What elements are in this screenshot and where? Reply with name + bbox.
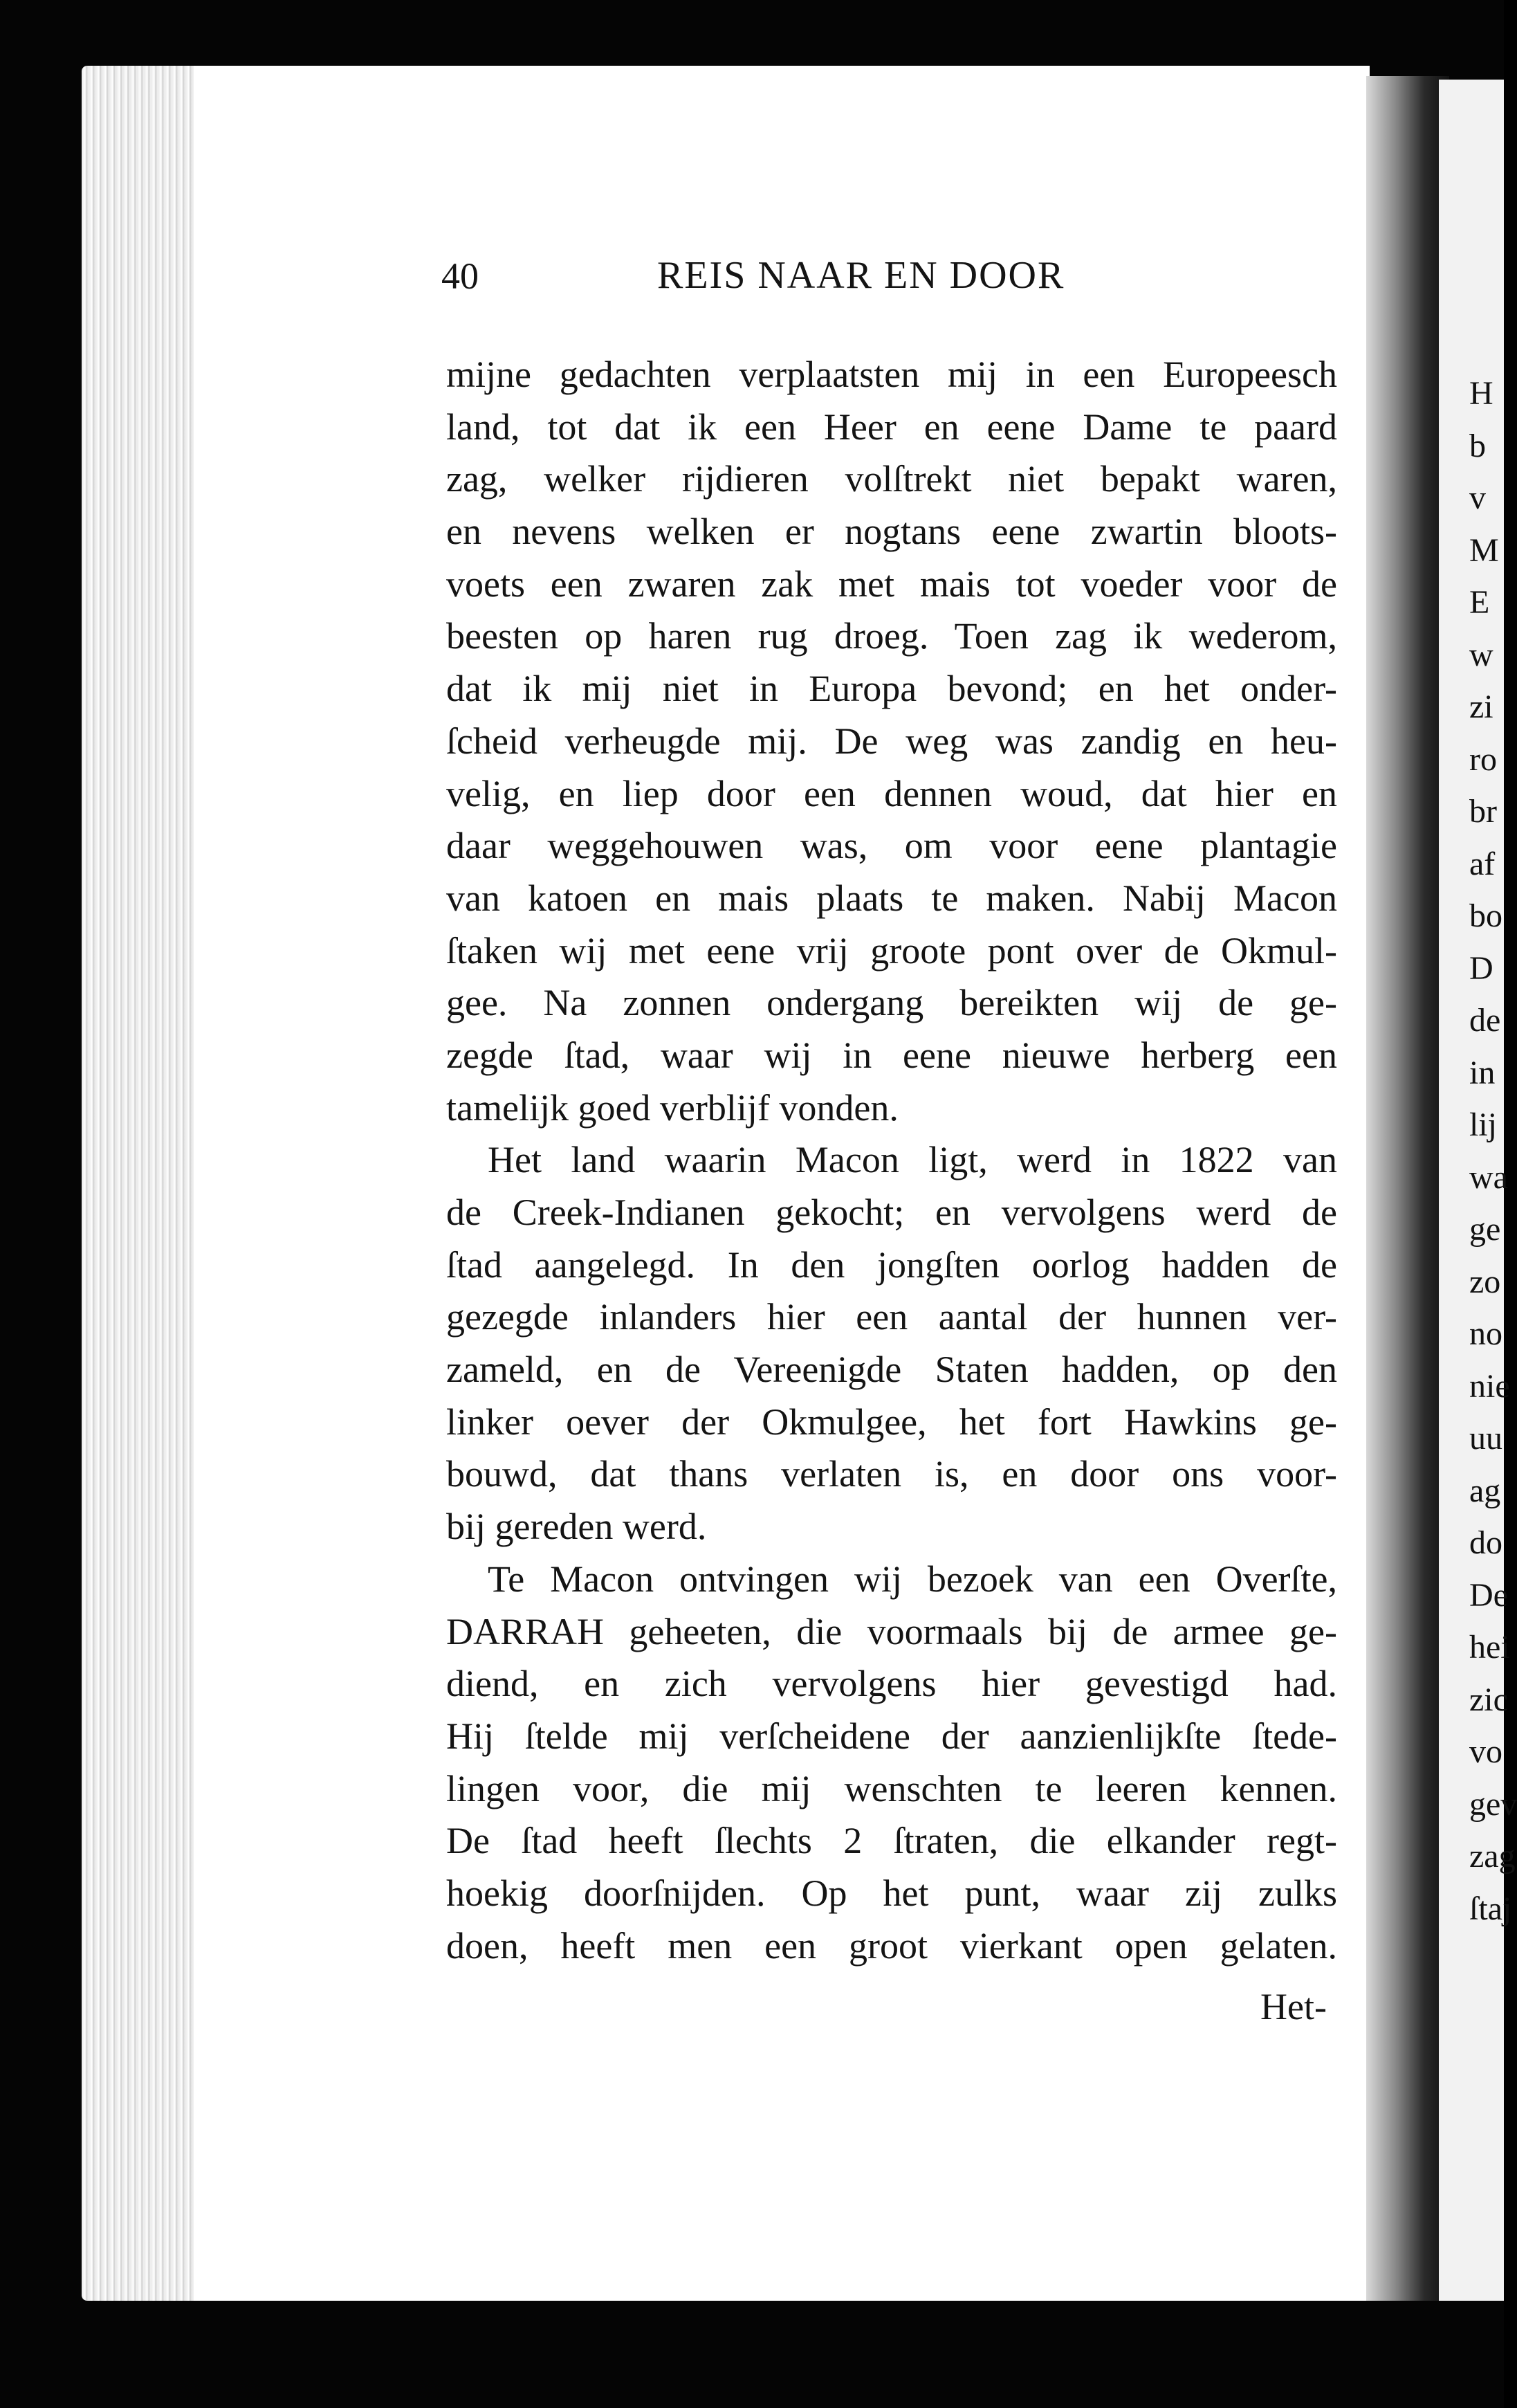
page-number: 40 bbox=[441, 255, 479, 297]
facing-page-fragment: zag bbox=[1469, 1838, 1516, 1875]
text-line: De ſtad heeft ſlechts 2 ſtraten, die elkander regt- bbox=[446, 1820, 1337, 1862]
text-line: beesten op haren rug droeg. Toen zag ik wederom, bbox=[446, 615, 1337, 657]
facing-page-fragment: w bbox=[1469, 636, 1493, 673]
facing-page-fragment: D bbox=[1469, 949, 1493, 987]
facing-page-fragment: af bbox=[1469, 845, 1496, 882]
facing-page-fragment: M bbox=[1469, 531, 1499, 569]
facing-page-fragment: zic bbox=[1469, 1681, 1508, 1718]
body-text bbox=[446, 349, 1337, 1972]
text-line: ſtad aangelegd. In den jongſten oorlog hadden de bbox=[446, 1243, 1337, 1286]
text-line: ſtaken wij met eene vrij groote pont over de Okmul- bbox=[446, 929, 1337, 972]
text-line: gee. Na zonnen ondergang bereikten wij de ge- bbox=[446, 982, 1337, 1024]
facing-page-fragment: do bbox=[1469, 1524, 1502, 1561]
facing-page-fragment: nie bbox=[1469, 1367, 1510, 1405]
facing-page-fragment: E bbox=[1469, 584, 1490, 621]
text-line: hoekig doorſnijden. Op het punt, waar zij zulks bbox=[446, 1872, 1337, 1914]
text-line: doen, heeft men een groot vierkant open gelaten. bbox=[446, 1924, 1337, 1967]
text-line: bouwd, dat thans verlaten is, en door ons voor- bbox=[446, 1453, 1337, 1495]
facing-page-fragment: ge bbox=[1469, 1211, 1501, 1248]
text-line: en nevens welken er nogtans eene zwartin bloots- bbox=[446, 511, 1337, 553]
facing-page-fragment: zo bbox=[1469, 1263, 1501, 1300]
book-page-edges bbox=[82, 66, 199, 2301]
text-line: land, tot dat ik een Heer en eene Dame te paard bbox=[446, 405, 1337, 448]
text-line: Hij ſtelde mij verſcheidene der aanzienlijkſte ſtede- bbox=[446, 1715, 1337, 1757]
text-line: Te Macon ontvingen wij bezoek van een Overſte, bbox=[488, 1558, 1337, 1600]
facing-page-fragment: b bbox=[1469, 427, 1486, 464]
facing-page-fragment: H bbox=[1469, 375, 1493, 412]
text-line: linker oever der Okmulgee, het fort Hawkins ge- bbox=[446, 1401, 1337, 1443]
facing-page-fragment: wa bbox=[1469, 1158, 1508, 1196]
facing-page-fragment: ag bbox=[1469, 1472, 1501, 1509]
text-line: ſcheid verheugde mij. De weg was zandig en heu- bbox=[446, 720, 1337, 762]
facing-page-fragment: vo bbox=[1469, 1733, 1502, 1770]
facing-page-fragment: uu bbox=[1469, 1420, 1502, 1457]
facing-page-fragment: v bbox=[1469, 480, 1486, 516]
book-gutter bbox=[1366, 76, 1449, 2301]
facing-page-fragment: De bbox=[1469, 1576, 1508, 1614]
text-line: mijne gedachten verplaatsten mij in een Europeesch bbox=[446, 354, 1337, 395]
text-line: zameld, en de Vereenigde Staten hadden, op den bbox=[446, 1349, 1337, 1391]
text-line: zag, welker rijdieren volſtrekt niet bepakt waren, bbox=[446, 458, 1337, 500]
running-head: REIS NAAR EN DOOR bbox=[657, 254, 1065, 297]
facing-page-fragment: de bbox=[1469, 1002, 1501, 1039]
text-line: van katoen en mais plaats te maken. Nabij Macon bbox=[446, 877, 1337, 919]
facing-page-fragment: ſtaj bbox=[1469, 1890, 1512, 1927]
text-line: zegde ſtad, waar wij in eene nieuwe herberg een bbox=[446, 1034, 1337, 1076]
facing-page-fragment: hei bbox=[1469, 1629, 1510, 1666]
text-line: Het land waarin Macon ligt, werd in 1822 van bbox=[488, 1139, 1337, 1181]
facing-page-fragment: lij bbox=[1469, 1106, 1498, 1143]
text-line: bij gereden werd. bbox=[446, 1506, 707, 1548]
text-line: gezegde inlanders hier een aantal der hunnen ver- bbox=[446, 1296, 1337, 1338]
text-line: daar weggehouwen was, om voor eene plantagie bbox=[446, 825, 1337, 867]
text-line: de Creek-Indianen gekocht; en vervolgens werd de bbox=[446, 1192, 1337, 1233]
facing-page-fragment: no bbox=[1469, 1315, 1502, 1352]
facing-page-fragment: ro bbox=[1469, 740, 1497, 778]
book-page-right-partial bbox=[1439, 80, 1517, 2301]
facing-page-fragment: br bbox=[1469, 793, 1497, 830]
facing-page-fragment: bo bbox=[1469, 897, 1502, 934]
facing-page-fragment: in bbox=[1469, 1054, 1496, 1091]
catchword: Het- bbox=[1260, 1986, 1327, 2027]
text-line: voets een zwaren zak met mais tot voeder voor de bbox=[446, 563, 1337, 605]
text-line: DARRAH geheeten, die voormaals bij de armee ge- bbox=[446, 1610, 1337, 1652]
text-line: diend, en zich vervolgens hier gevestigd had. bbox=[446, 1663, 1337, 1705]
text-line: tamelijk goed verblijf vonden. bbox=[446, 1086, 899, 1129]
text-line: velig, en liep door een dennen woud, dat hier en bbox=[446, 772, 1337, 814]
facing-page-fragment: zi bbox=[1469, 688, 1493, 725]
text-line: lingen voor, die mij wenschten te leeren kennen. bbox=[446, 1767, 1337, 1809]
facing-page-fragment: gev bbox=[1469, 1785, 1517, 1823]
text-line: dat ik mij niet in Europa bevond; en het onder- bbox=[446, 668, 1337, 710]
